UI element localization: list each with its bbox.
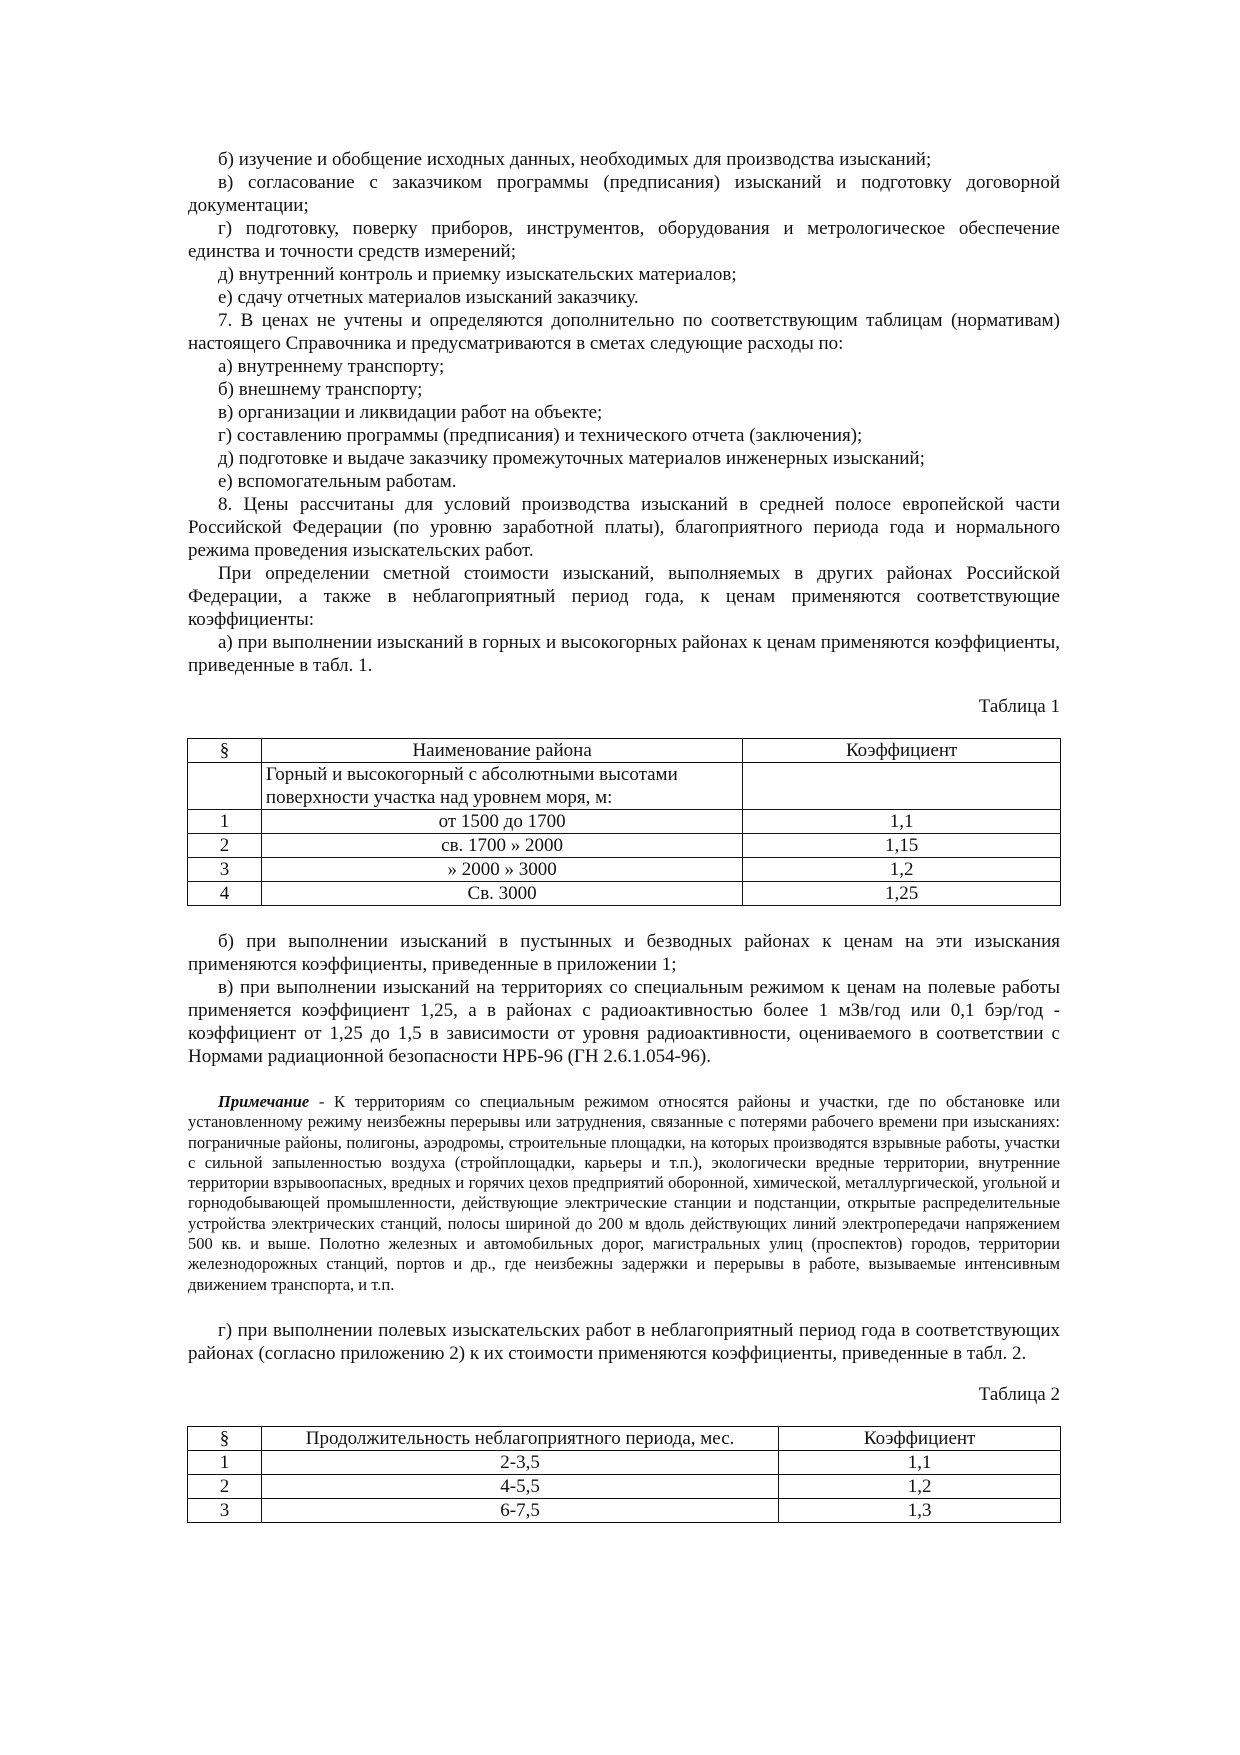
paragraph: в) при выполнении изысканий на территориях со специальным режимом к ценам на полевые работы применяется коэффициент 1,25, а в районах с радиоактивностью более 1 мЗв/год или 0,1 бэр/год - коэффициент от 1,25 до 1,5 в зависимости от уровня радиоактивности, оцениваемого в соответствии с Нормами радиационной безопасности НРБ-96 (ГН 2.6.1.054-96).	[188, 977, 1060, 1067]
table-header-row	[188, 1426, 1061, 1450]
paragraph: а) внутреннему транспорту;	[218, 356, 445, 377]
table-cell: 2	[188, 1474, 262, 1498]
table-cell: 1,1	[779, 1450, 1061, 1474]
paragraph: При определении сметной стоимости изысканий, выполняемых в других районах Российской Федерации, а также в неблагоприятный период года, к ценам применяются соответствующие коэффициенты:	[188, 563, 1060, 630]
table-cell: 3	[188, 858, 262, 882]
table-header-cell: §	[188, 739, 262, 763]
table-cell: 1,15	[743, 834, 1061, 858]
document-page	[188, 148, 1060, 1523]
paragraph: 8. Цены рассчитаны для условий производства изысканий в средней полосе европейской части Российской Федерации (по уровню заработной платы), благоприятного периода года и нормального режима проведения изыскательских работ.	[188, 494, 1060, 561]
table-cell	[743, 763, 1061, 810]
table-header-cell: §	[188, 1426, 262, 1450]
table-row	[188, 810, 1061, 834]
table-row	[188, 834, 1061, 858]
note-text: - К территориям со специальным режимом относятся районы и участки, где по обстановке или установленному режиму неизбежны перерывы или затруднения, связанные с потерями рабочего времени при изысканиях: пограничные районы, полигоны, аэродромы, строительные площадки, на которых производятся взрывные работы, участки с сильной запыленностью воздуха (стройплощадки, карьеры и т.п.), экологически вредные территории, внутренние территории взрывоопасных, вредных и горячих цехов предприятий оборонной, химической, металлургической, угольной и горнодобывающей промышленности, действующие электрические станции и подстанции, открытые распределительные устройства электрических станций, полосы шириной до 200 м вдоль действующих линий электропередачи напряжением 500 кв. и выше. Полотно железных и автомобильных дорог, магистральных улиц (проспектов) городов, территории железнодорожных станций, портов и др., где неизбежны задержки и перерывы в работе, вызываемые интенсивным движением транспорта, и т.п.	[188, 1092, 1060, 1294]
table-cell: 6-7,5	[261, 1498, 778, 1522]
table-cell: от 1500 до 1700	[261, 810, 742, 834]
table-cell: 2	[188, 834, 262, 858]
paragraph: в) организации и ликвидации работ на объекте;	[218, 402, 603, 423]
table-2	[187, 1426, 1061, 1523]
top-paragraphs	[188, 148, 1060, 677]
table-cell: 3	[188, 1498, 262, 1522]
table-cell	[188, 763, 262, 810]
paragraph: б) при выполнении изысканий в пустынных и безводных районах к ценам на эти изыскания применяются коэффициенты, приведенные в приложении 1;	[188, 931, 1060, 975]
note	[188, 1092, 1060, 1295]
paragraph: б) изучение и обобщение исходных данных, необходимых для производства изысканий;	[218, 149, 932, 170]
table-row	[188, 1450, 1061, 1474]
note-label: Примечание	[218, 1092, 310, 1111]
table-row	[188, 1474, 1061, 1498]
table-cell: Св. 3000	[261, 882, 742, 906]
table-cell: 1,2	[779, 1474, 1061, 1498]
table-row	[188, 858, 1061, 882]
paragraph: г) составлению программы (предписания) и технического отчета (заключения);	[218, 425, 863, 446]
table-2-caption: Таблица 2	[978, 1383, 1060, 1405]
paragraph: 7. В ценах не учтены и определяются дополнительно по соответствующим таблицам (нормативам) настоящего Справочника и предусматриваются в сметах следующие расходы по:	[188, 310, 1060, 354]
table-cell: 2-3,5	[261, 1450, 778, 1474]
table-cell: 1,1	[743, 810, 1061, 834]
table-cell: Горный и высокогорный с абсолютными высотами поверхности участка над уровнем моря, м:	[261, 763, 742, 810]
table-cell: » 2000 » 3000	[261, 858, 742, 882]
table-cell: св. 1700 » 2000	[261, 834, 742, 858]
paragraph: е) вспомогательным работам.	[218, 471, 457, 492]
table-cell: 4-5,5	[261, 1474, 778, 1498]
paragraph: г) подготовку, поверку приборов, инструментов, оборудования и метрологическое обеспечение единства и точности средств измерений;	[188, 218, 1060, 262]
table-header-cell: Коэффициент	[779, 1426, 1061, 1450]
table-1	[187, 738, 1061, 906]
table-header-row	[188, 739, 1061, 763]
table-cell: 1,2	[743, 858, 1061, 882]
paragraph: а) при выполнении изысканий в горных и высокогорных районах к ценам применяются коэффициенты, приведенные в табл. 1.	[188, 632, 1060, 676]
table-1-caption: Таблица 1	[978, 696, 1060, 717]
table-cell: 1,25	[743, 882, 1061, 906]
table-cell: 4	[188, 882, 262, 906]
table-group-row	[188, 763, 1061, 810]
paragraph: е) сдачу отчетных материалов изысканий заказчику.	[218, 287, 639, 308]
table-cell: 1,3	[779, 1498, 1061, 1522]
table-row	[188, 882, 1061, 906]
paragraph: в) согласование с заказчиком программы (предписания) изысканий и подготовку договорной документации;	[188, 172, 1060, 216]
paragraph: д) подготовке и выдаче заказчику промежуточных материалов инженерных изысканий;	[218, 448, 925, 469]
table-row	[188, 1498, 1061, 1522]
paragraph: б) внешнему транспорту;	[218, 379, 423, 400]
table-header-cell: Продолжительность неблагоприятного периода, мес.	[261, 1426, 778, 1450]
table-cell: 1	[188, 810, 262, 834]
paragraph: д) внутренний контроль и приемку изыскательских материалов;	[218, 264, 737, 285]
table-header-cell: Коэффициент	[743, 739, 1061, 763]
table-header-cell: Наименование района	[261, 739, 742, 763]
middle-paragraphs	[188, 930, 1060, 1068]
table-cell: 1	[188, 1450, 262, 1474]
paragraph: г) при выполнении полевых изыскательских работ в неблагоприятный период года в соответствующих районах (согласно приложению 2) к их стоимости применяются коэффициенты, приведенные в табл. 2.	[188, 1319, 1060, 1364]
